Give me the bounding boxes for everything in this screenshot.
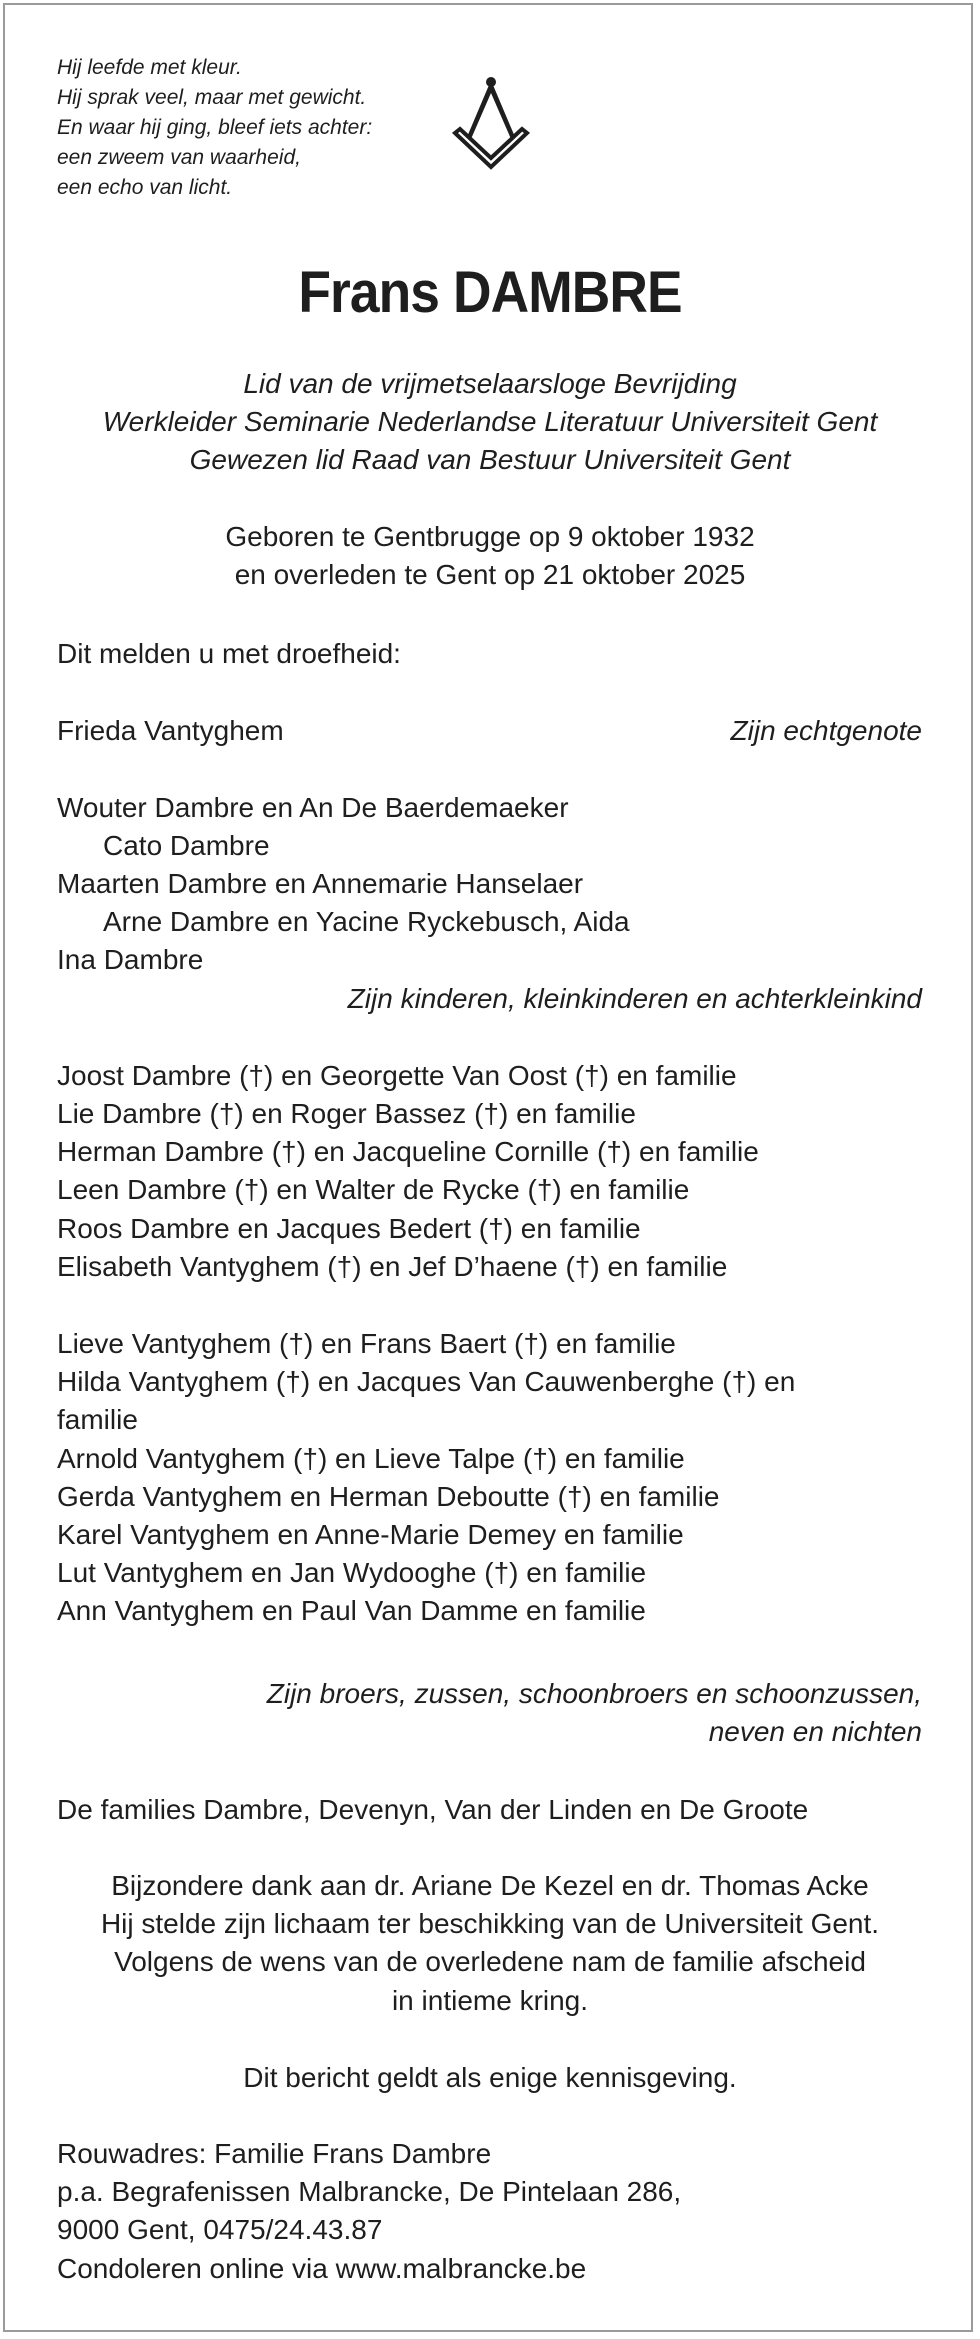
sibling-line: Elisabeth Vantyghem (†) en Jef D’haene (†) en familie xyxy=(57,1251,728,1282)
poem-line: een echo van licht. xyxy=(57,176,233,199)
sibling-line: Ann Vantyghem en Paul Van Damme en familie xyxy=(57,1595,646,1626)
families-line: De families Dambre, Devenyn, Van der Linden en De Groote xyxy=(57,1794,809,1825)
siblings-relation: Zijn broers, zussen, schoonbroers en schoonzussen, xyxy=(266,1678,922,1709)
sibling-line: Lieve Vantyghem (†) en Frans Baert (†) en familie xyxy=(57,1328,676,1359)
spouse-relation: Zijn echtgenote xyxy=(730,715,922,746)
thanks-line: in intieme kring. xyxy=(391,1985,589,2016)
children-relation: Zijn kinderen, kleinkinderen en achterkleinkind xyxy=(347,983,922,1014)
sibling-line: Gerda Vantyghem en Herman Deboutte (†) en familie xyxy=(57,1481,720,1512)
poem xyxy=(57,53,372,203)
sibling-line: familie xyxy=(57,1404,138,1435)
notice-line: Dit bericht geldt als enige kennisgeving. xyxy=(243,2062,737,2093)
role-line: Werkleider Seminarie Nederlandse Literatuur Universiteit Gent xyxy=(102,406,878,437)
sibling-line: Lie Dambre (†) en Roger Bassez (†) en familie xyxy=(57,1098,636,1129)
death-line: en overleden te Gent op 21 oktober 2025 xyxy=(234,559,746,590)
grandchild-line: Arne Dambre en Yacine Ryckebusch, Aida xyxy=(103,906,630,937)
thanks-line: Bijzondere dank aan dr. Ariane De Kezel en dr. Thomas Acke xyxy=(111,1870,869,1901)
poem-line: een zweem van waarheid, xyxy=(57,146,301,169)
child-line: Wouter Dambre en An De Baerdemaeker xyxy=(57,792,569,823)
square-and-compass-icon xyxy=(449,75,534,170)
condolence-link[interactable]: Condoleren online via www.malbrancke.be xyxy=(57,2253,587,2284)
sibling-line: Lut Vantyghem en Jan Wydooghe (†) en familie xyxy=(57,1557,647,1588)
role-line: Lid van de vrijmetselaarsloge Bevrijding xyxy=(243,368,737,399)
sibling-line: Arnold Vantyghem (†) en Lieve Talpe (†) en familie xyxy=(57,1443,685,1474)
child-line: Maarten Dambre en Annemarie Hanselaer xyxy=(57,868,584,899)
sibling-line: Karel Vantyghem en Anne-Marie Demey en familie xyxy=(57,1519,684,1550)
address-line: p.a. Begrafenissen Malbrancke, De Pintelaan 286, xyxy=(57,2176,682,2207)
sibling-line: Roos Dambre en Jacques Bedert (†) en familie xyxy=(57,1213,641,1244)
grandchild-line: Cato Dambre xyxy=(103,830,270,861)
child-line: Ina Dambre xyxy=(57,944,204,975)
birth-line: Geboren te Gentbrugge op 9 oktober 1932 xyxy=(225,521,755,552)
sibling-line: Herman Dambre (†) en Jacqueline Cornille (†) en familie xyxy=(57,1136,759,1167)
address-line: Rouwadres: Familie Frans Dambre xyxy=(57,2138,492,2169)
thanks-line: Hij stelde zijn lichaam ter beschikking van de Universiteit Gent. xyxy=(100,1908,880,1939)
intro-line: Dit melden u met droefheid: xyxy=(57,638,401,669)
poem-line: En waar hij ging, bleef iets achter: xyxy=(57,116,373,139)
address-line: 9000 Gent, 0475/24.43.87 xyxy=(57,2214,383,2245)
sibling-line: Hilda Vantyghem (†) en Jacques Van Cauwenberghe (†) en xyxy=(57,1366,796,1397)
spouse-name: Frieda Vantyghem xyxy=(57,715,284,746)
deceased-name: Frans DAMBRE xyxy=(298,260,682,325)
poem-line: Hij sprak veel, maar met gewicht. xyxy=(57,86,367,109)
siblings-relation: neven en nichten xyxy=(708,1716,922,1747)
poem-line: Hij leefde met kleur. xyxy=(57,56,242,79)
sibling-line: Joost Dambre (†) en Georgette Van Oost (†) en familie xyxy=(57,1060,737,1091)
thanks-line: Volgens de wens van de overledene nam de familie afscheid xyxy=(114,1946,866,1977)
role-line: Gewezen lid Raad van Bestuur Universiteit Gent xyxy=(189,444,791,475)
sibling-line: Leen Dambre (†) en Walter de Rycke (†) en familie xyxy=(57,1174,690,1205)
